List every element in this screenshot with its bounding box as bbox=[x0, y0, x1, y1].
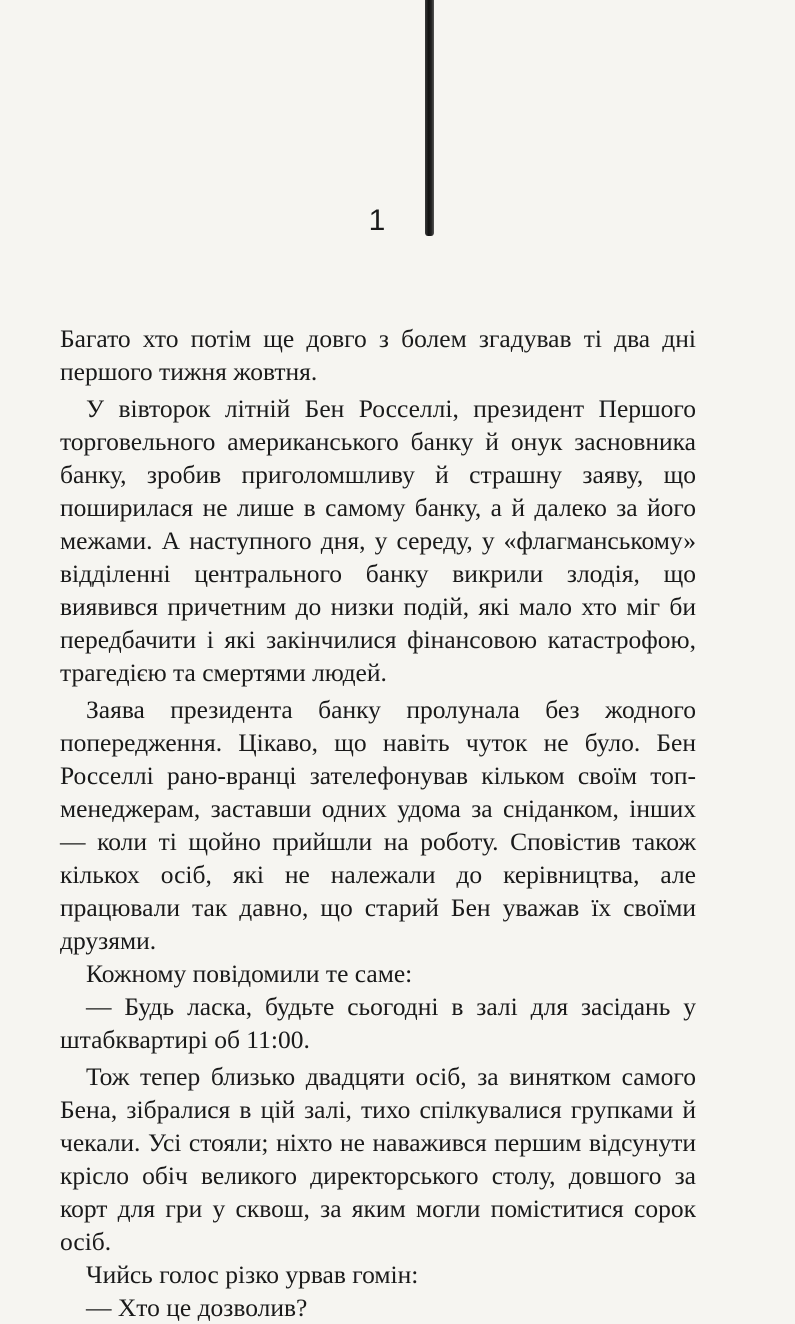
chapter-number: 1 bbox=[368, 204, 386, 237]
paragraph: Тож тепер близько двадцяти осіб, за винятком самого Бена, зібралися в цій залі, тихо спілкувалися групками й чекали. Усі стояли; ніхто не наважився першим відсунути крісло обіч великого директорського столу, довшого за корт для гри у сквош, за яким могли поміститися сорок осіб. bbox=[60, 1062, 696, 1256]
paragraph: Багато хто потім ще довго з болем згадував ті два дні першого тижня жовтня. bbox=[60, 324, 696, 386]
dialogue-line: — Будь ласка, будьте сьогодні в залі для засідань у штабквартирі об 11:00. bbox=[60, 992, 696, 1054]
paragraph: Кожному повідомили те саме: bbox=[86, 959, 413, 988]
chapter-divider-rule bbox=[425, 0, 434, 236]
paragraph: У вівторок літній Бен Росселлі, президент Першого торговельного американського банку й онук засновника банку, зробив приголомшливу й страшну заяву, що поширилася не лише в самому банку, а й далеко за його межами. А наступного дня, у середу, у «флагманському» відділенні центрального банку викрили злодія, що виявився причетним до низки подій, які мало хто міг би передбачити і які закінчилися фінансовою катастрофою, трагедією та смертями людей. bbox=[60, 394, 696, 687]
dialogue-line: — Хто це дозволив? bbox=[86, 1293, 308, 1322]
body-text bbox=[60, 322, 696, 1324]
paragraph: Чийсь голос різко урвав гомін: bbox=[86, 1260, 419, 1289]
paragraph: Заява президента банку пролунала без жодного попередження. Цікаво, що навіть чуток не було. Бен Росселлі рано-вранці зателефонував кільком своїм топ-менеджерам, заставши одних удома за сніданком, інших — коли ті щойно прийшли на роботу. Сповістив також кількох осіб, які не належали до керівництва, але працювали так давно, що старий Бен уважав їх своїми друзями. bbox=[60, 695, 696, 955]
